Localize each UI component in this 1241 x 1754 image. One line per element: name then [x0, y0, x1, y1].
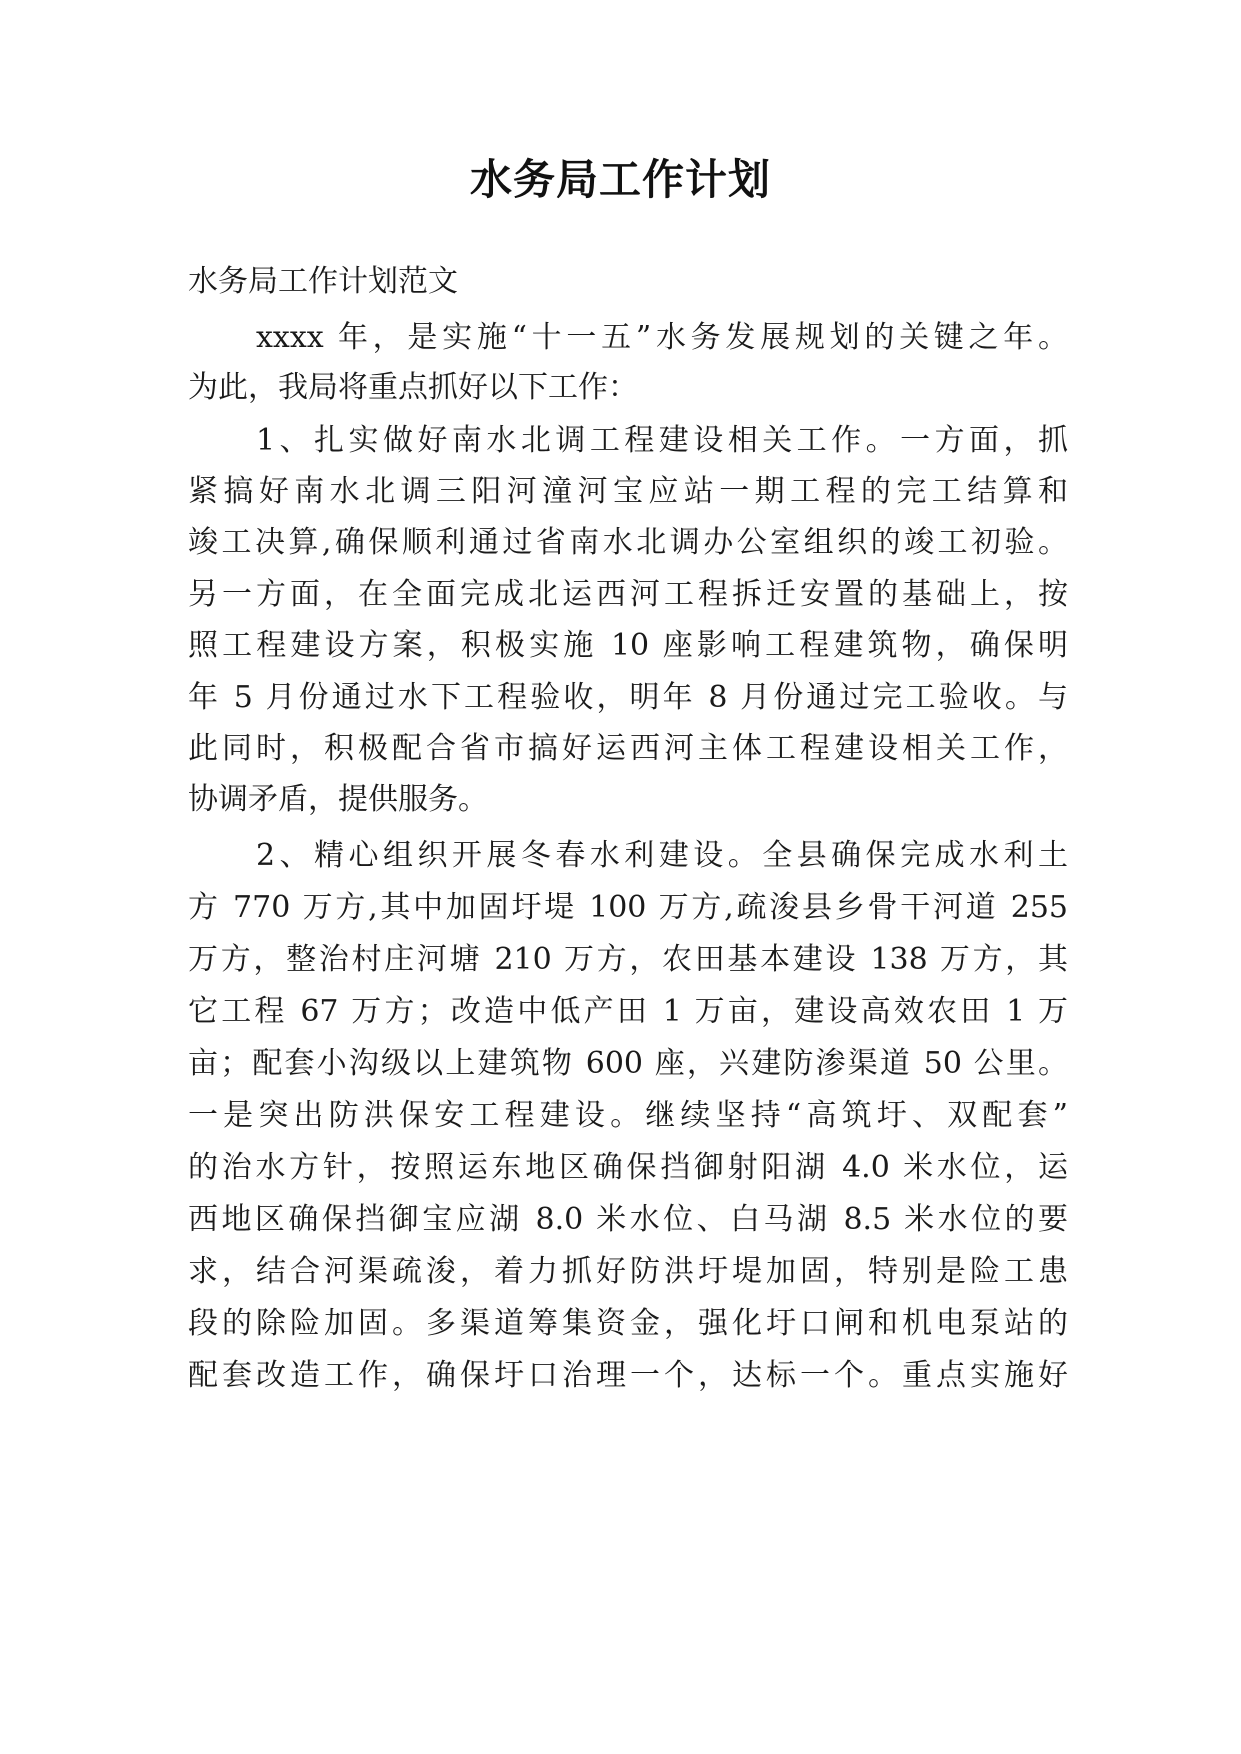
paragraph-line: 的治水方针，按照运东地区确保挡御射阳湖 4.0 米水位，运 [188, 1150, 1068, 1185]
paragraph-line: 万方，整治村庄河塘 210 万方，农田基本建设 138 万方，其 [188, 942, 1068, 977]
paragraph-line: 西地区确保挡御宝应湖 8.0 米水位、白马湖 8.5 米水位的要 [188, 1202, 1068, 1237]
paragraph-line: 段的除险加固。多渠道筹集资金，强化圩口闸和机电泵站的 [188, 1306, 1068, 1341]
paragraph-line: 2、精心组织开展冬春水利建设。全县确保完成水利土 [256, 838, 1068, 873]
paragraph-line: 求，结合河渠疏浚，着力抓好防洪圩堤加固，特别是险工患 [188, 1254, 1068, 1289]
paragraph-line: 配套改造工作，确保圩口治理一个，达标一个。重点实施好 [188, 1358, 1068, 1393]
paragraph-line: 方 770 万方,其中加固圩堤 100 万方,疏浚县乡骨干河道 255 [188, 890, 1068, 925]
paragraph-line: 此同时，积极配合省市搞好运西河主体工程建设相关工作， [188, 731, 1068, 766]
paragraph-line: 紧搞好南水北调三阳河潼河宝应站一期工程的完工结算和 [188, 474, 1068, 509]
paragraph-line: 另一方面，在全面完成北运西河工程拆迁安置的基础上，按 [188, 577, 1068, 612]
document-title: 水务局工作计划 [469, 155, 771, 204]
paragraph-line: 亩；配套小沟级以上建筑物 600 座，兴建防渗渠道 50 公里。 [188, 1046, 1068, 1081]
paragraph-line: 一是突出防洪保安工程建设。继续坚持“高筑圩、双配套” [188, 1098, 1068, 1133]
paragraph-line: 它工程 67 万方；改造中低产田 1 万亩，建设高效农田 1 万 [188, 994, 1068, 1029]
subtitle-line: 水务局工作计划范文 [188, 264, 458, 299]
paragraph-line: xxxx 年，是实施“十一五”水务发展规划的关键之年。 [256, 320, 1068, 355]
paragraph-line: 照工程建设方案，积极实施 10 座影响工程建筑物，确保明 [188, 628, 1068, 663]
paragraph-line: 协调矛盾，提供服务。 [188, 782, 488, 817]
paragraph-line: 1、扎实做好南水北调工程建设相关工作。一方面，抓 [256, 423, 1068, 458]
paragraph-line: 年 5 月份通过水下工程验收，明年 8 月份通过完工验收。与 [188, 680, 1068, 715]
paragraph-line: 竣工决算,确保顺利通过省南水北调办公室组织的竣工初验。 [188, 525, 1068, 560]
paragraph-line: 为此，我局将重点抓好以下工作： [188, 370, 638, 405]
